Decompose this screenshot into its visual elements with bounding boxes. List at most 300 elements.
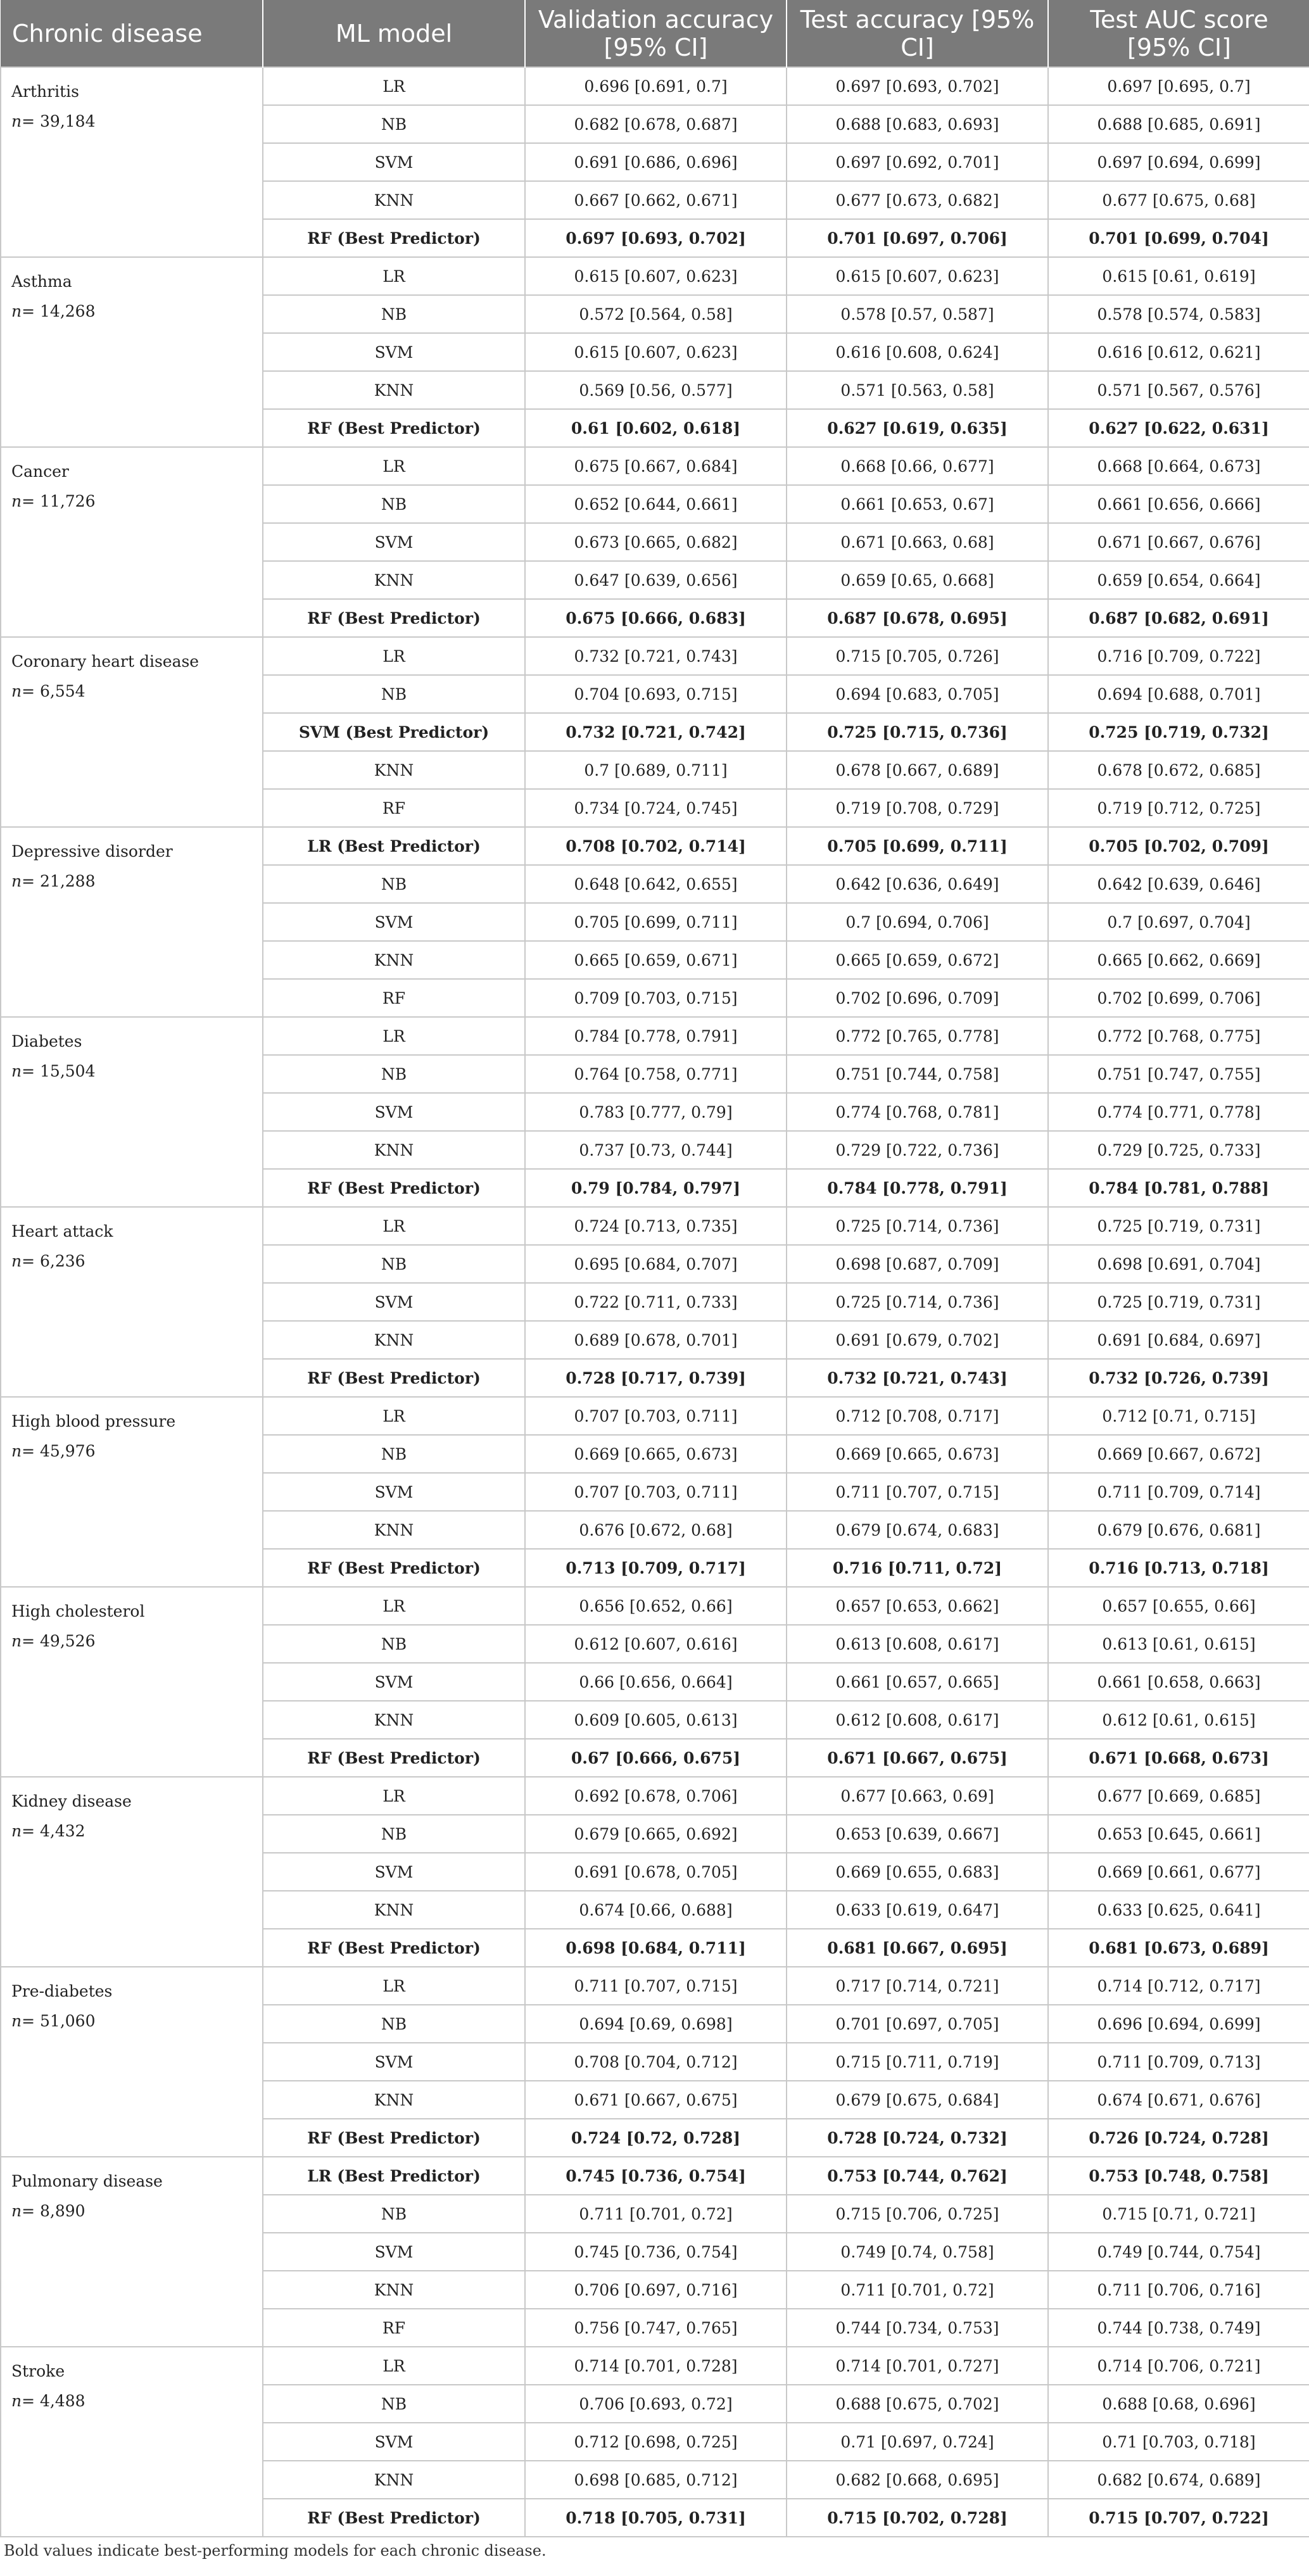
test-auc-cell: 0.679 [0.676, 0.681]: [1048, 1511, 1309, 1549]
test-accuracy-cell: 0.669 [0.665, 0.673]: [787, 1435, 1048, 1473]
test-auc-cell: 0.661 [0.656, 0.666]: [1048, 485, 1309, 523]
validation-accuracy-cell: 0.691 [0.678, 0.705]: [525, 1853, 787, 1891]
sample-size-value: = 4,432: [22, 1822, 85, 1840]
validation-accuracy-cell: 0.673 [0.665, 0.682]: [525, 523, 787, 561]
test-auc-cell: 0.612 [0.61, 0.615]: [1048, 1701, 1309, 1739]
test-auc-cell: 0.659 [0.654, 0.664]: [1048, 561, 1309, 599]
model-cell: RF (Best Predictor): [263, 2499, 525, 2537]
validation-accuracy-cell: 0.79 [0.784, 0.797]: [525, 1169, 787, 1207]
test-accuracy-cell: 0.725 [0.714, 0.736]: [787, 1207, 1048, 1245]
test-auc-cell: 0.715 [0.71, 0.721]: [1048, 2195, 1309, 2233]
test-accuracy-cell: 0.578 [0.57, 0.587]: [787, 295, 1048, 333]
model-cell: LR: [263, 257, 525, 295]
validation-accuracy-cell: 0.734 [0.724, 0.745]: [525, 789, 787, 827]
sample-size-value: = 15,504: [22, 1062, 96, 1080]
validation-accuracy-cell: 0.732 [0.721, 0.742]: [525, 713, 787, 751]
test-accuracy-cell: 0.725 [0.714, 0.736]: [787, 1283, 1048, 1321]
model-cell: KNN: [263, 371, 525, 409]
test-accuracy-cell: 0.712 [0.708, 0.717]: [787, 1397, 1048, 1435]
model-cell: LR: [263, 637, 525, 675]
validation-accuracy-cell: 0.615 [0.607, 0.623]: [525, 333, 787, 371]
validation-accuracy-cell: 0.691 [0.686, 0.696]: [525, 143, 787, 181]
model-cell: NB: [263, 295, 525, 333]
disease-name: Arthritis: [11, 82, 79, 101]
test-auc-cell: 0.571 [0.567, 0.576]: [1048, 371, 1309, 409]
sample-size: [11, 1436, 252, 1466]
validation-accuracy-cell: 0.61 [0.602, 0.618]: [525, 409, 787, 447]
model-cell: LR: [263, 1207, 525, 1245]
header-ml-model: ML model: [263, 0, 525, 67]
validation-accuracy-cell: 0.745 [0.736, 0.754]: [525, 2157, 787, 2195]
test-accuracy-cell: 0.715 [0.705, 0.726]: [787, 637, 1048, 675]
validation-accuracy-cell: 0.737 [0.73, 0.744]: [525, 1131, 787, 1169]
test-accuracy-cell: 0.665 [0.659, 0.672]: [787, 941, 1048, 979]
test-accuracy-cell: 0.714 [0.701, 0.727]: [787, 2347, 1048, 2385]
model-cell: LR: [263, 1397, 525, 1435]
sample-size-value: = 14,268: [22, 302, 96, 320]
sample-size: [11, 676, 252, 706]
validation-accuracy-cell: 0.711 [0.701, 0.72]: [525, 2195, 787, 2233]
test-accuracy-cell: 0.669 [0.655, 0.683]: [787, 1853, 1048, 1891]
sample-size: [11, 106, 252, 136]
disease-cell: [1, 67, 263, 257]
validation-accuracy-cell: 0.694 [0.69, 0.698]: [525, 2005, 787, 2043]
test-accuracy-cell: 0.711 [0.701, 0.72]: [787, 2271, 1048, 2309]
validation-accuracy-cell: 0.707 [0.703, 0.711]: [525, 1397, 787, 1435]
table-row: [1, 1207, 1309, 1245]
disease-name: High cholesterol: [11, 1602, 145, 1620]
validation-accuracy-cell: 0.714 [0.701, 0.728]: [525, 2347, 787, 2385]
test-auc-cell: 0.744 [0.738, 0.749]: [1048, 2309, 1309, 2347]
sample-size: [11, 866, 252, 896]
test-accuracy-cell: 0.725 [0.715, 0.736]: [787, 713, 1048, 751]
sample-size-symbol: n: [11, 112, 22, 130]
test-accuracy-cell: 0.749 [0.74, 0.758]: [787, 2233, 1048, 2271]
test-accuracy-cell: 0.682 [0.668, 0.695]: [787, 2461, 1048, 2499]
model-cell: RF (Best Predictor): [263, 1169, 525, 1207]
test-auc-cell: 0.714 [0.706, 0.721]: [1048, 2347, 1309, 2385]
model-cell: NB: [263, 2385, 525, 2423]
disease-name: Stroke: [11, 2362, 65, 2380]
test-accuracy-cell: 0.694 [0.683, 0.705]: [787, 675, 1048, 713]
test-auc-cell: 0.642 [0.639, 0.646]: [1048, 865, 1309, 903]
header-test-accuracy: Test accuracy [95% CI]: [787, 0, 1048, 67]
test-accuracy-cell: 0.691 [0.679, 0.702]: [787, 1321, 1048, 1359]
model-cell: SVM: [263, 903, 525, 941]
model-cell: RF (Best Predictor): [263, 1549, 525, 1587]
test-auc-cell: 0.784 [0.781, 0.788]: [1048, 1169, 1309, 1207]
test-auc-cell: 0.671 [0.668, 0.673]: [1048, 1739, 1309, 1777]
test-auc-cell: 0.71 [0.703, 0.718]: [1048, 2423, 1309, 2461]
validation-accuracy-cell: 0.756 [0.747, 0.765]: [525, 2309, 787, 2347]
test-auc-cell: 0.711 [0.706, 0.716]: [1048, 2271, 1309, 2309]
test-auc-cell: 0.665 [0.662, 0.669]: [1048, 941, 1309, 979]
test-accuracy-cell: 0.698 [0.687, 0.709]: [787, 1245, 1048, 1283]
table-row: [1, 827, 1309, 865]
model-cell: KNN: [263, 1321, 525, 1359]
test-auc-cell: 0.681 [0.673, 0.689]: [1048, 1929, 1309, 1967]
model-cell: LR: [263, 447, 525, 485]
test-auc-cell: 0.705 [0.702, 0.709]: [1048, 827, 1309, 865]
validation-accuracy-cell: 0.669 [0.665, 0.673]: [525, 1435, 787, 1473]
sample-size-symbol: n: [11, 1632, 22, 1650]
test-accuracy-cell: 0.571 [0.563, 0.58]: [787, 371, 1048, 409]
validation-accuracy-cell: 0.569 [0.56, 0.577]: [525, 371, 787, 409]
header-row: [1, 0, 1309, 67]
model-cell: RF: [263, 789, 525, 827]
model-cell: NB: [263, 865, 525, 903]
test-accuracy-cell: 0.653 [0.639, 0.667]: [787, 1815, 1048, 1853]
test-accuracy-cell: 0.668 [0.66, 0.677]: [787, 447, 1048, 485]
test-accuracy-cell: 0.701 [0.697, 0.706]: [787, 219, 1048, 257]
table-row: [1, 1587, 1309, 1625]
validation-accuracy-cell: 0.718 [0.705, 0.731]: [525, 2499, 787, 2537]
sample-size-value: = 21,288: [22, 872, 96, 890]
sample-size: [11, 296, 252, 326]
sample-size: [11, 2006, 252, 2036]
test-auc-cell: 0.749 [0.744, 0.754]: [1048, 2233, 1309, 2271]
model-cell: KNN: [263, 2461, 525, 2499]
model-cell: SVM: [263, 1853, 525, 1891]
model-cell: SVM: [263, 143, 525, 181]
test-auc-cell: 0.711 [0.709, 0.714]: [1048, 1473, 1309, 1511]
disease-name: Heart attack: [11, 1222, 113, 1241]
disease-cell: [1, 1967, 263, 2157]
test-accuracy-cell: 0.612 [0.608, 0.617]: [787, 1701, 1048, 1739]
disease-name: Kidney disease: [11, 1792, 132, 1810]
test-auc-cell: 0.711 [0.709, 0.713]: [1048, 2043, 1309, 2081]
validation-accuracy-cell: 0.698 [0.684, 0.711]: [525, 1929, 787, 1967]
validation-accuracy-cell: 0.671 [0.667, 0.675]: [525, 2081, 787, 2119]
model-cell: NB: [263, 485, 525, 523]
disease-cell: [1, 257, 263, 447]
test-auc-cell: 0.613 [0.61, 0.615]: [1048, 1625, 1309, 1663]
test-auc-cell: 0.688 [0.685, 0.691]: [1048, 105, 1309, 143]
disease-cell: [1, 827, 263, 1017]
validation-accuracy-cell: 0.647 [0.639, 0.656]: [525, 561, 787, 599]
test-accuracy-cell: 0.661 [0.653, 0.67]: [787, 485, 1048, 523]
header-chronic-disease: Chronic disease: [1, 0, 263, 67]
disease-cell: [1, 447, 263, 637]
test-auc-cell: 0.696 [0.694, 0.699]: [1048, 2005, 1309, 2043]
test-accuracy-cell: 0.677 [0.663, 0.69]: [787, 1777, 1048, 1815]
model-cell: SVM: [263, 1663, 525, 1701]
test-accuracy-cell: 0.678 [0.667, 0.689]: [787, 751, 1048, 789]
model-cell: RF (Best Predictor): [263, 1359, 525, 1397]
model-cell: NB: [263, 105, 525, 143]
test-accuracy-cell: 0.753 [0.744, 0.762]: [787, 2157, 1048, 2195]
sample-size-symbol: n: [11, 1252, 22, 1270]
test-accuracy-cell: 0.717 [0.714, 0.721]: [787, 1967, 1048, 2005]
test-accuracy-cell: 0.697 [0.693, 0.702]: [787, 67, 1048, 105]
validation-accuracy-cell: 0.706 [0.693, 0.72]: [525, 2385, 787, 2423]
disease-name: High blood pressure: [11, 1412, 176, 1430]
model-cell: KNN: [263, 2271, 525, 2309]
sample-size-symbol: n: [11, 492, 22, 510]
model-cell: SVM: [263, 2233, 525, 2271]
validation-accuracy-cell: 0.783 [0.777, 0.79]: [525, 1093, 787, 1131]
sample-size-symbol: n: [11, 872, 22, 890]
test-accuracy-cell: 0.715 [0.702, 0.728]: [787, 2499, 1048, 2537]
test-auc-cell: 0.725 [0.719, 0.731]: [1048, 1207, 1309, 1245]
model-cell: SVM: [263, 1093, 525, 1131]
test-accuracy-cell: 0.613 [0.608, 0.617]: [787, 1625, 1048, 1663]
model-cell: NB: [263, 2005, 525, 2043]
header-validation-accuracy: Validation accuracy [95% CI]: [525, 0, 787, 67]
test-auc-cell: 0.712 [0.71, 0.715]: [1048, 1397, 1309, 1435]
validation-accuracy-cell: 0.676 [0.672, 0.68]: [525, 1511, 787, 1549]
disease-name: Coronary heart disease: [11, 652, 199, 671]
test-accuracy-cell: 0.711 [0.707, 0.715]: [787, 1473, 1048, 1511]
sample-size-value: = 49,526: [22, 1632, 96, 1650]
model-cell: LR: [263, 1587, 525, 1625]
model-cell: SVM: [263, 333, 525, 371]
test-accuracy-cell: 0.719 [0.708, 0.729]: [787, 789, 1048, 827]
test-auc-cell: 0.694 [0.688, 0.701]: [1048, 675, 1309, 713]
test-accuracy-cell: 0.616 [0.608, 0.624]: [787, 333, 1048, 371]
disease-name: Pulmonary disease: [11, 2172, 163, 2190]
model-cell: LR: [263, 1777, 525, 1815]
model-cell: SVM: [263, 1283, 525, 1321]
test-auc-cell: 0.697 [0.695, 0.7]: [1048, 67, 1309, 105]
test-accuracy-cell: 0.774 [0.768, 0.781]: [787, 1093, 1048, 1131]
table-row: [1, 1777, 1309, 1815]
sample-size: [11, 486, 252, 516]
test-accuracy-cell: 0.715 [0.706, 0.725]: [787, 2195, 1048, 2233]
model-cell: KNN: [263, 1511, 525, 1549]
table-footnote: Bold values indicate best-performing models for each chronic disease.: [4, 2542, 547, 2560]
disease-name: Cancer: [11, 462, 69, 481]
validation-accuracy-cell: 0.682 [0.678, 0.687]: [525, 105, 787, 143]
model-cell: LR (Best Predictor): [263, 2157, 525, 2195]
test-accuracy-cell: 0.751 [0.744, 0.758]: [787, 1055, 1048, 1093]
test-accuracy-cell: 0.688 [0.683, 0.693]: [787, 105, 1048, 143]
test-accuracy-cell: 0.744 [0.734, 0.753]: [787, 2309, 1048, 2347]
validation-accuracy-cell: 0.612 [0.607, 0.616]: [525, 1625, 787, 1663]
model-cell: NB: [263, 675, 525, 713]
test-auc-cell: 0.691 [0.684, 0.697]: [1048, 1321, 1309, 1359]
test-auc-cell: 0.674 [0.671, 0.676]: [1048, 2081, 1309, 2119]
test-accuracy-cell: 0.677 [0.673, 0.682]: [787, 181, 1048, 219]
sample-size: [11, 1246, 252, 1276]
test-auc-cell: 0.688 [0.68, 0.696]: [1048, 2385, 1309, 2423]
test-accuracy-cell: 0.7 [0.694, 0.706]: [787, 903, 1048, 941]
test-accuracy-cell: 0.615 [0.607, 0.623]: [787, 257, 1048, 295]
sample-size-symbol: n: [11, 1822, 22, 1840]
model-cell: LR: [263, 67, 525, 105]
validation-accuracy-cell: 0.745 [0.736, 0.754]: [525, 2233, 787, 2271]
test-auc-cell: 0.715 [0.707, 0.722]: [1048, 2499, 1309, 2537]
model-cell: KNN: [263, 941, 525, 979]
model-cell: SVM: [263, 2423, 525, 2461]
validation-accuracy-cell: 0.707 [0.703, 0.711]: [525, 1473, 787, 1511]
test-auc-cell: 0.677 [0.669, 0.685]: [1048, 1777, 1309, 1815]
table-row: [1, 637, 1309, 675]
test-auc-cell: 0.726 [0.724, 0.728]: [1048, 2119, 1309, 2157]
sample-size-symbol: n: [11, 1442, 22, 1460]
validation-accuracy-cell: 0.667 [0.662, 0.671]: [525, 181, 787, 219]
model-cell: KNN: [263, 2081, 525, 2119]
validation-accuracy-cell: 0.656 [0.652, 0.66]: [525, 1587, 787, 1625]
test-auc-cell: 0.772 [0.768, 0.775]: [1048, 1017, 1309, 1055]
test-auc-cell: 0.615 [0.61, 0.619]: [1048, 257, 1309, 295]
model-cell: SVM: [263, 1473, 525, 1511]
validation-accuracy-cell: 0.764 [0.758, 0.771]: [525, 1055, 787, 1093]
validation-accuracy-cell: 0.713 [0.709, 0.717]: [525, 1549, 787, 1587]
validation-accuracy-cell: 0.67 [0.666, 0.675]: [525, 1739, 787, 1777]
disease-cell: [1, 2157, 263, 2347]
test-auc-cell: 0.669 [0.667, 0.672]: [1048, 1435, 1309, 1473]
validation-accuracy-cell: 0.679 [0.665, 0.692]: [525, 1815, 787, 1853]
model-cell: RF: [263, 2309, 525, 2347]
table-row: [1, 67, 1309, 105]
test-accuracy-cell: 0.642 [0.636, 0.649]: [787, 865, 1048, 903]
sample-size-value: = 6,236: [22, 1252, 85, 1270]
table-row: [1, 257, 1309, 295]
disease-name: Diabetes: [11, 1032, 82, 1051]
table-row: [1, 1967, 1309, 2005]
test-accuracy-cell: 0.633 [0.619, 0.647]: [787, 1891, 1048, 1929]
validation-accuracy-cell: 0.7 [0.689, 0.711]: [525, 751, 787, 789]
model-cell: NB: [263, 1245, 525, 1283]
model-cell: KNN: [263, 561, 525, 599]
sample-size-symbol: n: [11, 2012, 22, 2030]
validation-accuracy-cell: 0.652 [0.644, 0.661]: [525, 485, 787, 523]
header-test-auc: Test AUC score [95% CI]: [1048, 0, 1309, 67]
model-cell: SVM: [263, 523, 525, 561]
test-auc-cell: 0.716 [0.713, 0.718]: [1048, 1549, 1309, 1587]
validation-accuracy-cell: 0.724 [0.72, 0.728]: [525, 2119, 787, 2157]
test-accuracy-cell: 0.679 [0.675, 0.684]: [787, 2081, 1048, 2119]
test-auc-cell: 0.678 [0.672, 0.685]: [1048, 751, 1309, 789]
validation-accuracy-cell: 0.695 [0.684, 0.707]: [525, 1245, 787, 1283]
test-accuracy-cell: 0.687 [0.678, 0.695]: [787, 599, 1048, 637]
sample-size-value: = 6,554: [22, 682, 85, 700]
test-auc-cell: 0.633 [0.625, 0.641]: [1048, 1891, 1309, 1929]
validation-accuracy-cell: 0.709 [0.703, 0.715]: [525, 979, 787, 1017]
validation-accuracy-cell: 0.692 [0.678, 0.706]: [525, 1777, 787, 1815]
sample-size-value: = 39,184: [22, 112, 96, 130]
test-auc-cell: 0.671 [0.667, 0.676]: [1048, 523, 1309, 561]
validation-accuracy-cell: 0.704 [0.693, 0.715]: [525, 675, 787, 713]
disease-cell: [1, 1017, 263, 1207]
test-accuracy-cell: 0.659 [0.65, 0.668]: [787, 561, 1048, 599]
disease-cell: [1, 1397, 263, 1587]
sample-size-symbol: n: [11, 682, 22, 700]
validation-accuracy-cell: 0.572 [0.564, 0.58]: [525, 295, 787, 333]
test-auc-cell: 0.7 [0.697, 0.704]: [1048, 903, 1309, 941]
sample-size: [11, 2196, 252, 2226]
test-auc-cell: 0.677 [0.675, 0.68]: [1048, 181, 1309, 219]
sample-size-value: = 8,890: [22, 2202, 85, 2220]
validation-accuracy-cell: 0.697 [0.693, 0.702]: [525, 219, 787, 257]
model-cell: RF (Best Predictor): [263, 1929, 525, 1967]
model-cell: KNN: [263, 1891, 525, 1929]
model-cell: RF (Best Predictor): [263, 409, 525, 447]
disease-cell: [1, 637, 263, 827]
table-row: [1, 2157, 1309, 2195]
test-auc-cell: 0.697 [0.694, 0.699]: [1048, 143, 1309, 181]
test-accuracy-cell: 0.697 [0.692, 0.701]: [787, 143, 1048, 181]
validation-accuracy-cell: 0.609 [0.605, 0.613]: [525, 1701, 787, 1739]
sample-size-value: = 51,060: [22, 2012, 96, 2030]
test-accuracy-cell: 0.705 [0.699, 0.711]: [787, 827, 1048, 865]
model-cell: KNN: [263, 181, 525, 219]
table-row: [1, 447, 1309, 485]
validation-accuracy-cell: 0.708 [0.704, 0.712]: [525, 2043, 787, 2081]
test-accuracy-cell: 0.784 [0.778, 0.791]: [787, 1169, 1048, 1207]
test-accuracy-cell: 0.671 [0.663, 0.68]: [787, 523, 1048, 561]
table-header: [1, 0, 1309, 67]
test-auc-cell: 0.578 [0.574, 0.583]: [1048, 295, 1309, 333]
test-auc-cell: 0.653 [0.645, 0.661]: [1048, 1815, 1309, 1853]
model-cell: NB: [263, 1435, 525, 1473]
test-auc-cell: 0.669 [0.661, 0.677]: [1048, 1853, 1309, 1891]
validation-accuracy-cell: 0.705 [0.699, 0.711]: [525, 903, 787, 941]
table-row: [1, 2347, 1309, 2385]
test-auc-cell: 0.661 [0.658, 0.663]: [1048, 1663, 1309, 1701]
disease-cell: [1, 1777, 263, 1967]
test-accuracy-cell: 0.627 [0.619, 0.635]: [787, 409, 1048, 447]
validation-accuracy-cell: 0.728 [0.717, 0.739]: [525, 1359, 787, 1397]
test-accuracy-cell: 0.657 [0.653, 0.662]: [787, 1587, 1048, 1625]
validation-accuracy-cell: 0.66 [0.656, 0.664]: [525, 1663, 787, 1701]
table-row: [1, 1017, 1309, 1055]
validation-accuracy-cell: 0.689 [0.678, 0.701]: [525, 1321, 787, 1359]
disease-cell: [1, 1587, 263, 1777]
model-cell: SVM: [263, 2043, 525, 2081]
model-cell: RF (Best Predictor): [263, 219, 525, 257]
validation-accuracy-cell: 0.674 [0.66, 0.688]: [525, 1891, 787, 1929]
validation-accuracy-cell: 0.724 [0.713, 0.735]: [525, 1207, 787, 1245]
test-accuracy-cell: 0.716 [0.711, 0.72]: [787, 1549, 1048, 1587]
test-accuracy-cell: 0.701 [0.697, 0.705]: [787, 2005, 1048, 2043]
validation-accuracy-cell: 0.698 [0.685, 0.712]: [525, 2461, 787, 2499]
table-row: [1, 1397, 1309, 1435]
test-accuracy-cell: 0.681 [0.667, 0.695]: [787, 1929, 1048, 1967]
model-cell: LR: [263, 1017, 525, 1055]
model-cell: NB: [263, 2195, 525, 2233]
model-cell: LR (Best Predictor): [263, 827, 525, 865]
model-cell: SVM (Best Predictor): [263, 713, 525, 751]
validation-accuracy-cell: 0.706 [0.697, 0.716]: [525, 2271, 787, 2309]
validation-accuracy-cell: 0.696 [0.691, 0.7]: [525, 67, 787, 105]
test-auc-cell: 0.774 [0.771, 0.778]: [1048, 1093, 1309, 1131]
sample-size-symbol: n: [11, 302, 22, 320]
model-cell: NB: [263, 1055, 525, 1093]
disease-cell: [1, 1207, 263, 1397]
disease-name: Asthma: [11, 272, 72, 291]
validation-accuracy-cell: 0.675 [0.667, 0.684]: [525, 447, 787, 485]
test-auc-cell: 0.751 [0.747, 0.755]: [1048, 1055, 1309, 1093]
model-cell: NB: [263, 1625, 525, 1663]
sample-size-symbol: n: [11, 1062, 22, 1080]
test-accuracy-cell: 0.729 [0.722, 0.736]: [787, 1131, 1048, 1169]
test-auc-cell: 0.732 [0.726, 0.739]: [1048, 1359, 1309, 1397]
validation-accuracy-cell: 0.711 [0.707, 0.715]: [525, 1967, 787, 2005]
validation-accuracy-cell: 0.784 [0.778, 0.791]: [525, 1017, 787, 1055]
test-auc-cell: 0.716 [0.709, 0.722]: [1048, 637, 1309, 675]
test-accuracy-cell: 0.715 [0.711, 0.719]: [787, 2043, 1048, 2081]
validation-accuracy-cell: 0.675 [0.666, 0.683]: [525, 599, 787, 637]
test-auc-cell: 0.657 [0.655, 0.66]: [1048, 1587, 1309, 1625]
model-cell: RF (Best Predictor): [263, 2119, 525, 2157]
test-auc-cell: 0.668 [0.664, 0.673]: [1048, 447, 1309, 485]
sample-size-value: = 45,976: [22, 1442, 96, 1460]
model-cell: RF (Best Predictor): [263, 599, 525, 637]
test-accuracy-cell: 0.702 [0.696, 0.709]: [787, 979, 1048, 1017]
model-cell: RF: [263, 979, 525, 1017]
